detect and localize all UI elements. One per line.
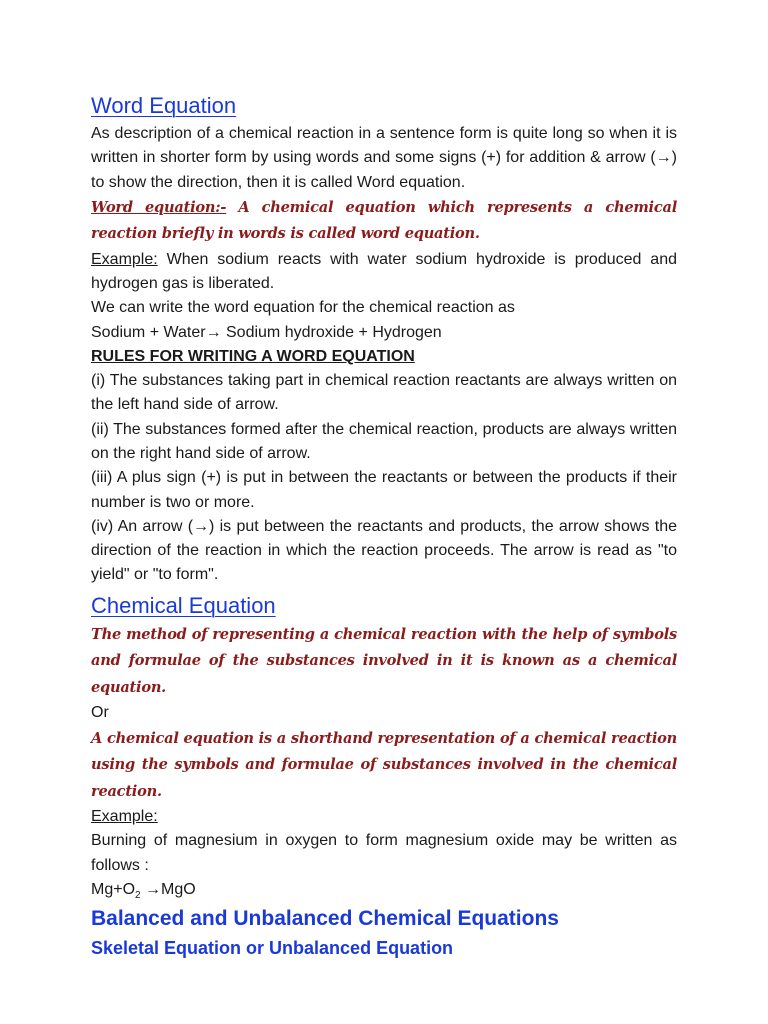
- rule-item: (iii) A plus sign (+) is put in between the reactants or between the products if their number is two or more.: [91, 469, 677, 511]
- balanced-equations-heading: Balanced and Unbalanced Chemical Equations: [91, 907, 559, 931]
- word-equation-heading: Word Equation: [91, 93, 237, 118]
- equation-subscript: 2: [135, 890, 141, 902]
- equation-left: Mg+O: [91, 880, 136, 898]
- example-label-2: Example:: [91, 808, 158, 826]
- document-content: [91, 90, 677, 962]
- chemical-equation-definition-1: The method of representing a chemical reaction with the help of symbols and formulae of the substances involved in it is known as a chemical equation.: [91, 625, 677, 696]
- or-text: Or: [91, 704, 109, 722]
- chemical-example-text: Burning of magnesium in oxygen to form magnesium oxide may be written as follows :: [91, 832, 677, 874]
- example-label: Example:: [91, 250, 158, 268]
- rule-item: (ii) The substances formed after the chemical reaction, products are always written on the right hand side of arrow.: [91, 420, 677, 462]
- definition-text: A chemical equation which represents a chemical reaction briefly in words is called word equation.: [91, 198, 677, 243]
- chemical-equation-heading: Chemical Equation: [91, 592, 276, 618]
- word-equation-definition: [91, 195, 677, 248]
- word-equation-example: [91, 248, 677, 297]
- chemical-example-equation: [91, 878, 677, 902]
- rule-item: (iv) An arrow (→) is put between the reactants and products, the arrow shows the direction of the reaction in which the reaction proceeds. The arrow is read as "to yield" or "to form".: [91, 517, 677, 584]
- example-text: When sodium reacts with water sodium hydroxide is produced and hydrogen gas is liberated.: [91, 250, 677, 293]
- definition-label: Word equation:-: [91, 198, 227, 216]
- chemical-equation-definition-2: A chemical equation is a shorthand representation of a chemical reaction using the symbols and formulae of substances involved in the chemical reaction.: [91, 729, 677, 800]
- rules-title: RULES FOR WRITING A WORD EQUATION: [91, 348, 415, 366]
- rule-item: (i) The substances taking part in chemical reaction reactants are always written on the left hand side of arrow.: [91, 372, 677, 414]
- write-line: We can write the word equation for the chemical reaction as: [91, 299, 515, 317]
- word-equation-example-equation: Sodium + Water→ Sodium hydroxide + Hydrogen: [91, 323, 442, 341]
- word-equation-intro: As description of a chemical reaction in a sentence form is quite long so when it is written in shorter form by using words and some signs (+) for addition & arrow (→) to show the direction, then it is called Word equation.: [91, 125, 677, 191]
- equation-right: →MgO: [140, 880, 196, 898]
- skeletal-equation-subheading: Skeletal Equation or Unbalanced Equation: [91, 938, 454, 959]
